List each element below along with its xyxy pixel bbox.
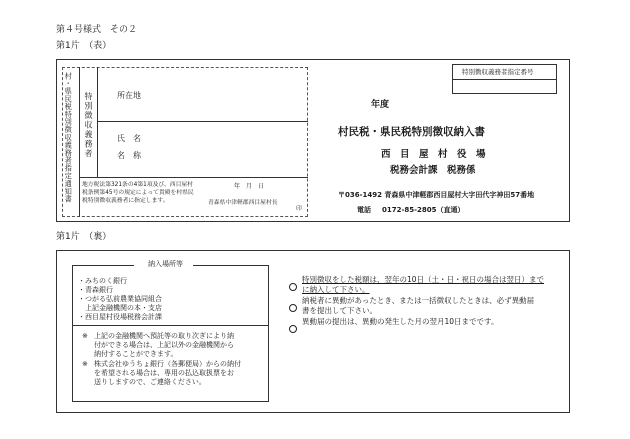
notice-line: 納税者に異動があったとき、または一括徴収したときは、必ず異動届 (302, 296, 535, 305)
legal-text-line-3: 税特別徴収義務者に指定します。 (82, 198, 169, 204)
list-item: ・つがる弘前農業協同組合 (78, 295, 162, 303)
note-1-line: 上記の金融機関へ預託等の取り次ぎにより納 (94, 332, 234, 340)
address-label: 所在地 (117, 91, 141, 100)
payment-places-title: 納入場所等 (148, 260, 183, 268)
notice-circle-icon (289, 297, 300, 316)
name-label: 氏 名 (117, 134, 141, 143)
legal-text-line-2: 税条例第45号の規定によって貴殿を村県民 (82, 190, 194, 196)
notice-circle-icon (289, 276, 300, 295)
date-label: 年 月 日 (234, 183, 265, 190)
designation-number-label: 特別徴収義務者指定番号 (462, 68, 534, 76)
sheet-front-label: 第1片 （表） (56, 41, 112, 51)
list-item: ・青森銀行 (78, 286, 113, 294)
note-mark-1: ※ (82, 332, 88, 340)
list-item: ・みちのく銀行 (78, 277, 127, 285)
notice-line: 書を提出して下さい。 (302, 306, 377, 315)
form-main-title: 村民税・県民税特別徴収納入書 (338, 126, 485, 138)
notice-circle-icon (289, 318, 300, 337)
department-name: 税務会計課 税務係 (390, 165, 476, 176)
note-1-line: 納付することができます。 (94, 350, 178, 358)
sheet-back-label: 第1片 （裏） (56, 232, 112, 242)
company-name-label: 名 称 (117, 151, 141, 160)
legal-text-line-1: 地方税法第321条の4第1項及び、西目屋村 (82, 182, 193, 188)
notice-line: に納入して下さい。 (302, 285, 370, 294)
note-2-line: 株式会社ゆうちょ銀行（各郵便局）からの納付 (94, 360, 241, 368)
office-name: 西 目 屋 村 役 場 (381, 149, 486, 160)
note-mark-2: ※ (82, 360, 88, 368)
notice-side-title: 村・県民税特別徴収義務者指定通知書 (64, 72, 74, 203)
phone-number: 0172-85-2805（直通） (382, 206, 465, 214)
fiscal-year-label: 年度 (371, 100, 390, 110)
list-item: ・西目屋村役場税務会計課 (78, 313, 162, 321)
obligor-label: 特別徴収義務者 (84, 92, 93, 159)
form-number: 第４号様式 その２ (56, 25, 138, 35)
issuer-name: 青森県中津軽郡西目屋村長 (208, 200, 278, 206)
note-2-line: 送りしますので、ご連絡ください。 (94, 378, 206, 386)
note-1-line: 付ができる場合は、上記以外の金融機関から (94, 341, 234, 349)
seal-mark: 印 (296, 206, 302, 212)
designation-number-box (452, 64, 557, 94)
phone-label: 電話 (357, 206, 371, 214)
note-2-line: を希望される場合は、専用の払込取扱票をお (94, 369, 234, 377)
notice-line: 異動届の提出は、異動の発生した月の翌月10日までです。 (302, 317, 499, 326)
notice-line: 特別徴収をした税額は、翌年の10日（土・日・祝日の場合は翌日）まで (302, 275, 545, 284)
list-item: 上記金融機関の本・支店 (78, 304, 162, 312)
office-address: 〒036-1492 青森県中津軽郡西目屋村大字田代字神田57番地 (338, 191, 535, 199)
